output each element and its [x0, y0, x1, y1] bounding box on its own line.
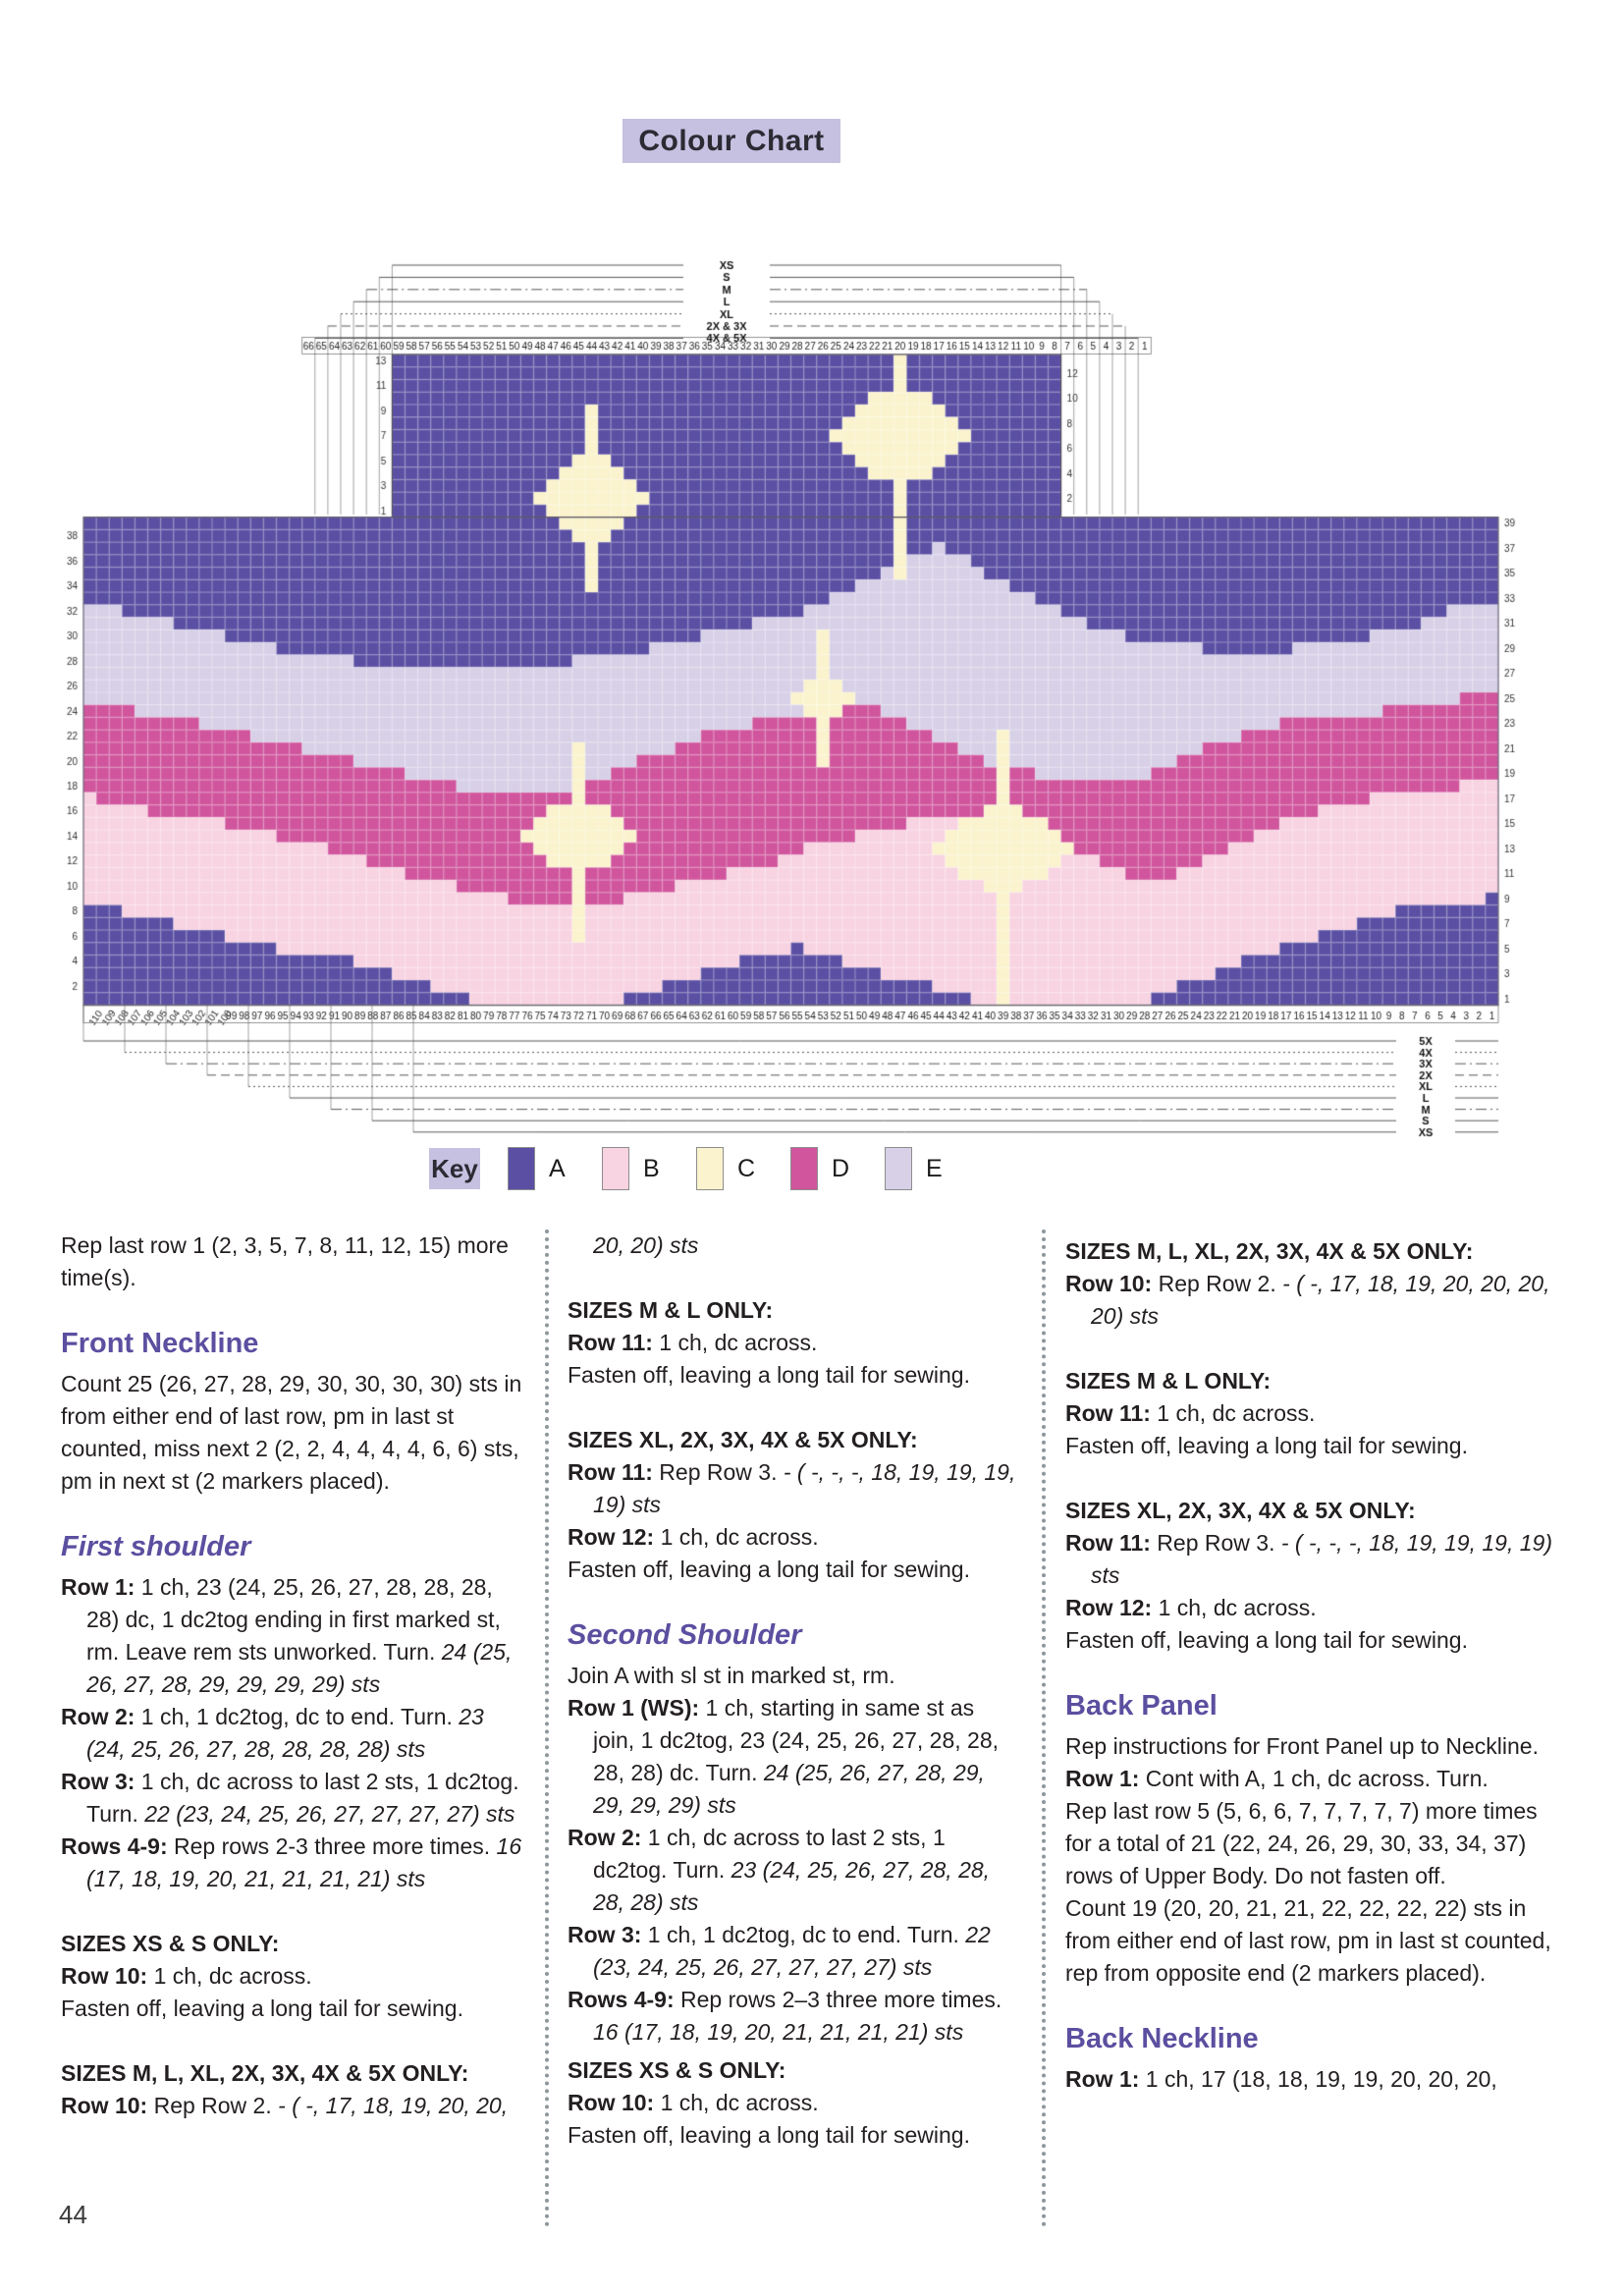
chart-title: Colour Chart: [623, 119, 840, 163]
column-divider: [545, 1230, 549, 2227]
swatch-colour-c: [696, 1147, 724, 1190]
instructions-column-1: Rep last row 1 (2, 3, 5, 7, 8, 11, 12, 15) more time(s). Front Neckline Count 25 (26, 27, 28, 29, 30, 30, 30, 30) sts in from either end of last row, pm in last st counted, miss next 2 (2, 2, 4, 4, 4, 4, 6, 6) sts, pm in next st (2 markers placed). First shoulder Row 1: 1 ch, 23 (24, 25, 26, 27, 28, 28, 28, 28) dc, 1 dc2tog ending in first marked st, rm. Leave rem sts unworked. Turn. 24 (25, 26, 27, 28, 29, 29, 29, 29) sts Row 2: 1 ch, 1 dc2tog, dc to end. Turn. 23 (24, 25, 26, 27, 28, 28, 28, 28) sts Row 3: 1 ch, dc across to last 2 sts, 1 dc2tog. Turn. 22 (23, 24, 25, 26, 27, 27, 27, 27) sts Rows 4-9: Rep rows 2-3 three more times. 16 (17, 18, 19, 20, 21, 21, 21, 21) sts SIZES XS & S ONLY: Row 10: 1 ch, dc across. Fasten off, leaving a long tail for sewing. SIZES M, L, XL, 2X, 3X, 4X & 5X ONLY: Row 10: Rep Row 2. - ( -, 17, 18, 19, 20, 20,: [61, 1232, 522, 2118]
key-entry-d: [790, 1147, 857, 1190]
swatch-colour-a: [508, 1147, 535, 1190]
swatch-colour-d: [790, 1147, 818, 1190]
swatch-colour-e: [885, 1147, 912, 1190]
key-label: Key: [429, 1148, 480, 1189]
page-number: 44: [59, 2200, 87, 2229]
key-letter: A: [549, 1154, 566, 1182]
column-divider: [1042, 1230, 1046, 2227]
instructions-column-2: 20, 20) sts SIZES M & L ONLY: Row 11: 1 ch, dc across. Fasten off, leaving a long tail for sewing. SIZES XL, 2X, 3X, 4X & 5X ONLY: Row 11: Rep Row 3. - ( -, -, -, 18, 19, 19, 19, 19) sts Row 12: 1 ch, dc across. Fasten off, leaving a long tail for sewing. Second Shoulder Join A with sl st in marked st, rm. Row 1 (WS): 1 ch, starting in same st as join, 1 dc2tog, 23 (24, 25, 26, 27, 28, 28, 28, 28) dc. Turn. 24 (25, 26, 27, 28, 29, 29, 29, 29) sts Row 2: 1 ch, dc across to last 2 sts, 1 dc2tog. Turn. 23 (24, 25, 26, 27, 28, 28, 28, 28) sts Row 3: 1 ch, 1 dc2tog, dc to end. Turn. 22 (23, 24, 25, 26, 27, 27, 27, 27) sts Rows 4-9: Rep rows 2–3 three more times. 16 (17, 18, 19, 20, 21, 21, 21, 21) sts SIZES XS & S ONLY: Row 10: 1 ch, dc across. Fasten off, leaving a long tail for sewing.: [568, 1232, 1016, 2148]
key-entry-b: [602, 1147, 669, 1190]
key-letter: D: [832, 1154, 850, 1182]
instructions-column-3: SIZES M, L, XL, 2X, 3X, 4X & 5X ONLY: Row 10: Rep Row 2. - ( -, 17, 18, 19, 20, 20, 20, 20) sts SIZES M & L ONLY: Row 11: 1 ch, dc across. Fasten off, leaving a long tail for sewing. SIZES XL, 2X, 3X, 4X & 5X ONLY: Row 11: Rep Row 3. - ( -, -, -, 18, 19, 19, 19, 19) sts Row 12: 1 ch, dc across. Fasten off, leaving a long tail for sewing. Back Panel Rep instructions for Front Panel up to Neckline. Row 1: Cont with A, 1 ch, dc across. Turn. Rep last row 5 (5, 6, 6, 7, 7, 7, 7, 7) more times for a total of 21 (22, 24, 26, 29, 30, 33, 34, 37) rows of Upper Body. Do not fasten off. Count 19 (20, 20, 21, 21, 22, 22, 22, 22) sts in from either end of last row, pm in last st counted, rep from opposite end (2 markers placed). Back Neckline Row 1: 1 ch, 17 (18, 18, 19, 19, 20, 20, 20,: [1065, 1238, 1552, 2092]
key-entry-e: [885, 1147, 951, 1190]
key-letter: C: [737, 1154, 756, 1182]
swatch-colour-b: [602, 1147, 629, 1190]
key-entry-a: [508, 1147, 574, 1190]
colour-chart-canvas: [0, 177, 1624, 1159]
colour-key: [429, 1147, 951, 1190]
key-letter: B: [643, 1154, 660, 1182]
key-entry-c: [696, 1147, 763, 1190]
key-letter: E: [926, 1154, 943, 1182]
